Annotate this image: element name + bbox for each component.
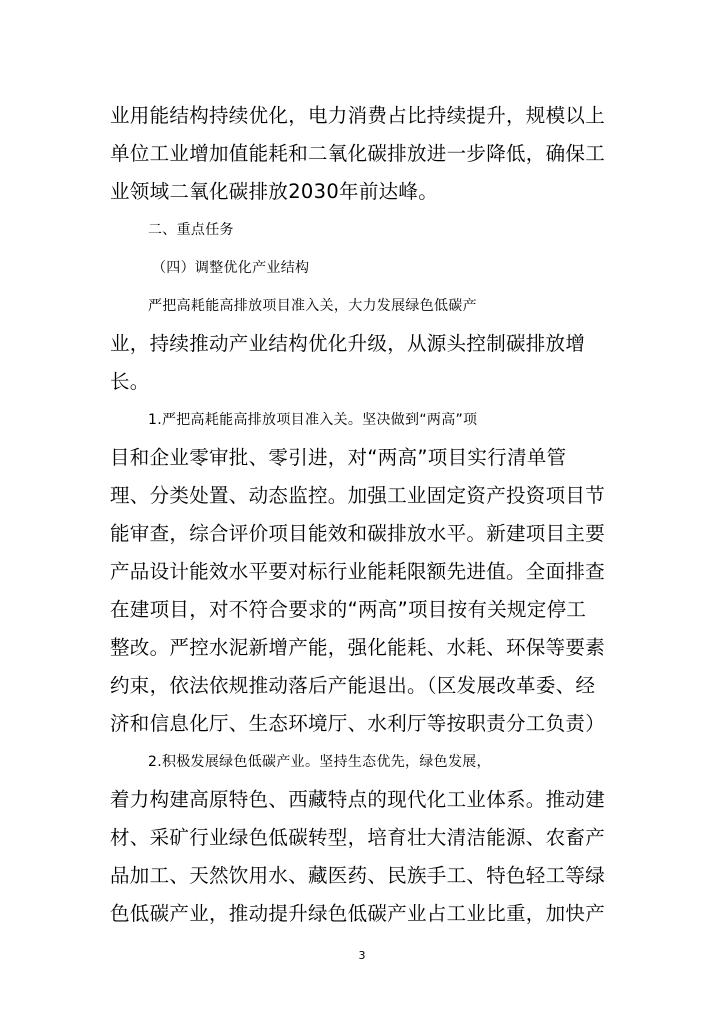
subsection-heading: （四）调整优化产业结构	[152, 260, 310, 276]
body-text-line: 业领域二氧化碳排放2030年前达峰。	[110, 180, 439, 203]
body-text-line: 能审查，综合评价项目能效和碳排放水平。新建项目主要	[110, 522, 606, 545]
body-text-line: 约束，依法依规推动落后产能退出。（区发展改革委、经	[110, 674, 596, 697]
page-number: 3	[358, 949, 366, 962]
body-text-line: 产品设计能效水平要对标行业能耗限额先进值。全面排查	[110, 560, 606, 583]
body-text-line: 目和企业零审批、零引进，对“两高”项目实行清单管	[110, 446, 567, 469]
body-text-line: 理、分类处置、动态监控。加强工业固定资产投资项目节	[110, 484, 606, 507]
body-text-line: 1.严把高耗能高排放项目准入关。坚决做到“两高”项	[148, 412, 478, 428]
body-text-line: 品加工、天然饮用水、藏医药、民族手工、特色轻工等绿	[110, 864, 606, 887]
body-text-line: 材、采矿行业绿色低碳转型，培育壮大清洁能源、农畜产	[110, 826, 606, 849]
body-text-line: 整改。严控水泥新增产能，强化能耗、水耗、环保等要素	[110, 636, 606, 659]
body-text-line: 着力构建高原特色、西藏特点的现代化工业体系。推动建	[110, 788, 606, 811]
body-text-line: 业用能结构持续优化，电力消费占比持续提升，规模以上	[110, 104, 606, 127]
body-text-line: 业，持续推动产业结构优化升级，从源头控制碳排放增	[110, 332, 586, 355]
body-text-line: 严把高耗能高排放项目准入关，大力发展绿色低碳产	[148, 298, 477, 314]
body-text-line: 单位工业增加值能耗和二氧化碳排放进一步降低，确保工	[110, 142, 606, 165]
body-text-line: 色低碳产业，推动提升绿色低碳产业占工业比重，加快产	[110, 902, 606, 925]
body-text-line: 长。	[110, 370, 150, 393]
body-text-line: 2.积极发展绿色低碳产业。坚持生态优先，绿色发展，	[148, 754, 491, 770]
body-text-line: 济和信息化厅、生态环境厅、水利厅等按职责分工负责）	[110, 712, 606, 735]
section-heading: 二、重点任务	[148, 222, 234, 238]
body-text-line: 在建项目，对不符合要求的“两高”项目按有关规定停工	[110, 598, 587, 621]
